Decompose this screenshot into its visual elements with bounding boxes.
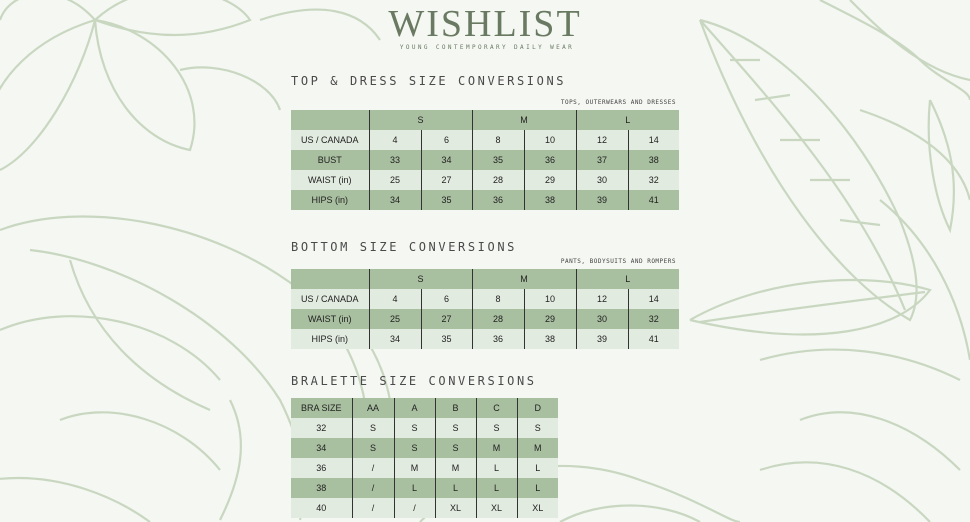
table-cell: 14 [628, 130, 679, 150]
table-row-waist [291, 170, 679, 190]
row-label: 34 [291, 438, 352, 458]
brand-name: WISHLIST [388, 3, 582, 45]
size-group-l: L [576, 110, 679, 130]
header-cell: A [394, 398, 435, 418]
row-label: BUST [291, 150, 369, 170]
table-row [291, 418, 558, 438]
row-label: US / CANADA [291, 130, 369, 150]
table-cell: 6 [421, 289, 472, 309]
size-group-m: M [472, 269, 576, 289]
table-cell: 27 [421, 170, 472, 190]
table-cell: L [435, 478, 476, 498]
size-group-header-row [291, 110, 679, 130]
table-cell: 12 [576, 130, 628, 150]
brand-tagline: YOUNG CONTEMPORARY DAILY WEAR [399, 44, 575, 51]
header-blank-cell [291, 269, 369, 289]
table-row-us-canada [291, 289, 679, 309]
table-cell: 35 [421, 329, 472, 349]
size-group-s: S [369, 110, 472, 130]
table-cell: 36 [472, 190, 524, 210]
table-cell: 33 [369, 150, 421, 170]
row-label: 36 [291, 458, 352, 478]
header-cell: AA [352, 398, 394, 418]
bottom-section-subtitle: PANTS, BODYSUITS AND ROMPERS [560, 258, 676, 265]
table-cell: 36 [524, 150, 576, 170]
table-cell: 38 [524, 190, 576, 210]
table-cell: S [394, 438, 435, 458]
table-cell: / [352, 498, 394, 518]
header-cell: BRA SIZE [291, 398, 352, 418]
table-row-waist [291, 309, 679, 329]
size-group-s: S [369, 269, 472, 289]
top-dress-section-subtitle: TOPS, OUTERWEARS AND DRESSES [560, 99, 676, 106]
table-row [291, 498, 558, 518]
table-cell: 27 [421, 309, 472, 329]
bralette-size-table [291, 398, 558, 518]
table-row-hips [291, 329, 679, 349]
bralette-section-title: BRALETTE SIZE CONVERSIONS [291, 374, 537, 388]
table-cell: 38 [628, 150, 679, 170]
table-cell: 4 [369, 130, 421, 150]
row-label: 32 [291, 418, 352, 438]
table-cell: 4 [369, 289, 421, 309]
table-cell: 14 [628, 289, 679, 309]
table-cell: M [517, 438, 558, 458]
header-cell: D [517, 398, 558, 418]
table-cell: 35 [421, 190, 472, 210]
table-cell: 12 [576, 289, 628, 309]
table-cell: 28 [472, 170, 524, 190]
table-cell: M [476, 438, 517, 458]
table-cell: L [517, 458, 558, 478]
table-cell: / [394, 498, 435, 518]
row-label: HIPS (in) [291, 190, 369, 210]
size-group-header-row [291, 269, 679, 289]
table-cell: 8 [472, 289, 524, 309]
table-cell: 39 [576, 329, 628, 349]
table-row [291, 478, 558, 498]
table-cell: 29 [524, 170, 576, 190]
bra-header-row [291, 398, 558, 418]
table-cell: 36 [472, 329, 524, 349]
bottom-size-table [291, 269, 679, 349]
table-cell: 25 [369, 170, 421, 190]
top-dress-section-title: TOP & DRESS SIZE CONVERSIONS [291, 74, 567, 88]
table-cell: XL [476, 498, 517, 518]
table-cell: 34 [369, 329, 421, 349]
table-cell: S [435, 438, 476, 458]
bottom-section-title: BOTTOM SIZE CONVERSIONS [291, 240, 517, 254]
table-cell: 6 [421, 130, 472, 150]
table-cell: 39 [576, 190, 628, 210]
row-label: 40 [291, 498, 352, 518]
table-cell: S [352, 418, 394, 438]
table-cell: 34 [421, 150, 472, 170]
table-cell: M [435, 458, 476, 478]
table-cell: 25 [369, 309, 421, 329]
table-cell: 10 [524, 130, 576, 150]
table-cell: 30 [576, 309, 628, 329]
header-blank-cell [291, 110, 369, 130]
brand-logo [0, 4, 970, 51]
table-cell: 29 [524, 309, 576, 329]
table-cell: 10 [524, 289, 576, 309]
table-cell: S [435, 418, 476, 438]
table-cell: 35 [472, 150, 524, 170]
size-group-m: M [472, 110, 576, 130]
top-dress-size-table [291, 110, 679, 210]
table-cell: S [394, 418, 435, 438]
table-cell: 41 [628, 329, 679, 349]
row-label: WAIST (in) [291, 170, 369, 190]
table-row-us-canada [291, 130, 679, 150]
table-row-hips [291, 190, 679, 210]
table-row [291, 458, 558, 478]
table-cell: L [394, 478, 435, 498]
table-row-bust [291, 150, 679, 170]
table-cell: 37 [576, 150, 628, 170]
table-cell: L [476, 458, 517, 478]
size-group-l: L [576, 269, 679, 289]
table-cell: L [476, 478, 517, 498]
table-cell: 8 [472, 130, 524, 150]
table-cell: 28 [472, 309, 524, 329]
table-cell: S [352, 438, 394, 458]
table-cell: 34 [369, 190, 421, 210]
row-label: 38 [291, 478, 352, 498]
table-cell: 38 [524, 329, 576, 349]
table-cell: L [517, 478, 558, 498]
table-cell: 32 [628, 170, 679, 190]
table-cell: 30 [576, 170, 628, 190]
table-cell: XL [435, 498, 476, 518]
row-label: WAIST (in) [291, 309, 369, 329]
header-cell: B [435, 398, 476, 418]
table-cell: / [352, 478, 394, 498]
table-cell: 32 [628, 309, 679, 329]
table-cell: M [394, 458, 435, 478]
row-label: HIPS (in) [291, 329, 369, 349]
table-cell: S [517, 418, 558, 438]
table-cell: 41 [628, 190, 679, 210]
table-cell: XL [517, 498, 558, 518]
table-cell: / [352, 458, 394, 478]
header-cell: C [476, 398, 517, 418]
table-row [291, 438, 558, 458]
row-label: US / CANADA [291, 289, 369, 309]
table-cell: S [476, 418, 517, 438]
